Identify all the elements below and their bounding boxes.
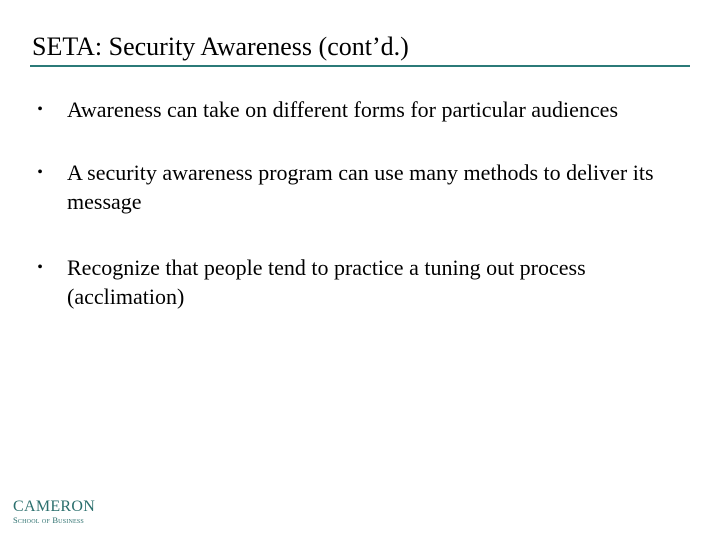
bullet-text: A security awareness program can use many methods to deliver its message — [67, 160, 654, 214]
title-divider — [30, 65, 690, 67]
bullet-item — [30, 95, 690, 124]
logo-name: CAMERON — [13, 498, 96, 515]
bullet-list — [30, 95, 690, 345]
bullet-dot-icon: • — [37, 101, 43, 118]
bullet-text: Awareness can take on different forms for particular audiences — [67, 97, 618, 122]
logo-subtitle: School of Business — [13, 515, 84, 525]
slide-title: SETA: Security Awareness (cont’d.) — [32, 32, 409, 61]
cameron-logo — [13, 498, 103, 525]
bullet-text: Recognize that people tend to practice a tuning out process (acclimation) — [67, 255, 586, 309]
bullet-dot-icon: • — [37, 259, 43, 276]
bullet-item — [30, 253, 690, 311]
bullet-item — [30, 158, 690, 216]
bullet-dot-icon: • — [37, 164, 43, 181]
